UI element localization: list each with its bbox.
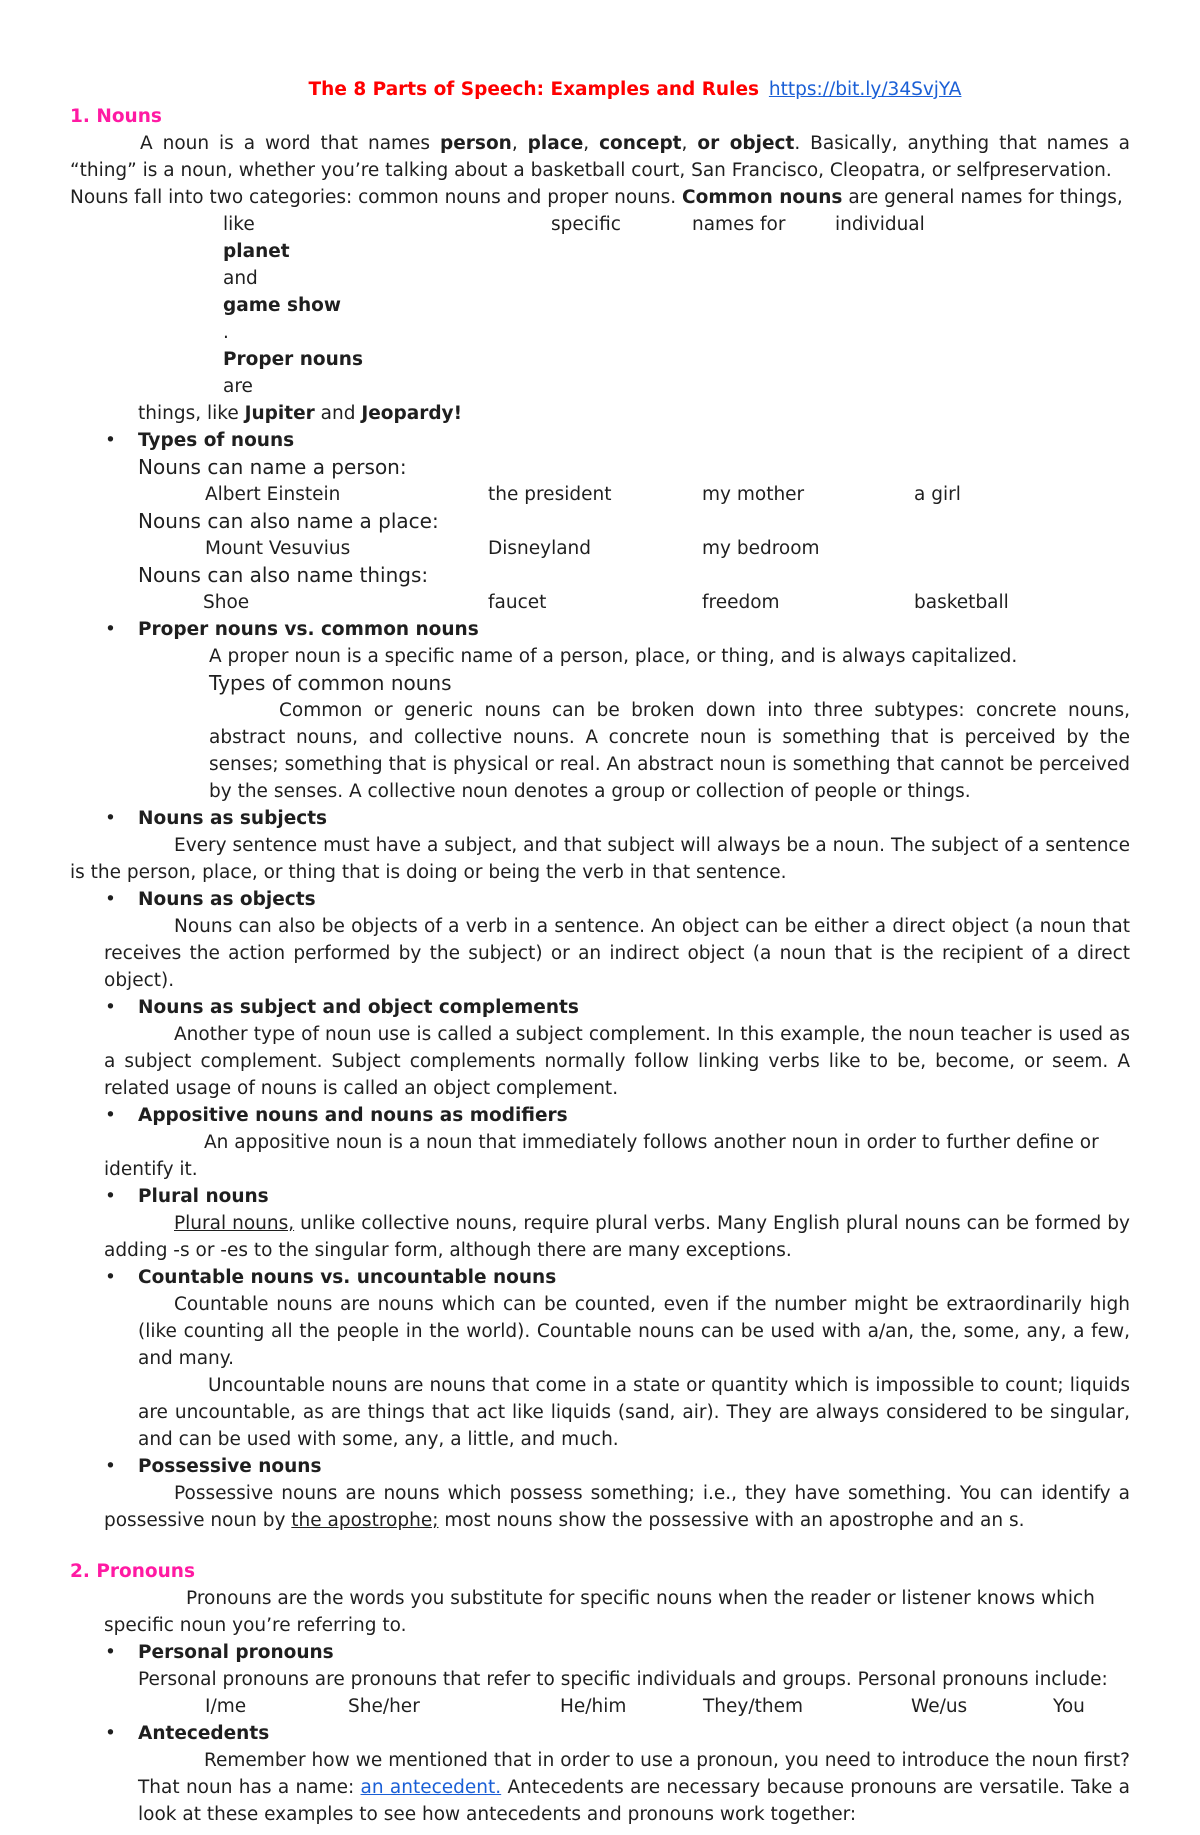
proper-noun-definition: A proper noun is a specific name of a person, place, or thing, and is always capitalized. — [209, 646, 1018, 667]
bullet-dot: • — [105, 1642, 116, 1663]
bullet-dot: • — [105, 889, 116, 910]
list-item: I/me — [205, 1696, 247, 1717]
antecedent-link[interactable]: an antecedent. — [360, 1777, 502, 1798]
plural-paragraph: Plural nouns, unlike collective nouns, require plural verbs. Many English plural nouns can be formed by adding -s or -es to the singular form, although there are many exceptions. — [104, 1213, 1130, 1261]
complements-paragraph: Another type of noun use is called a subject complement. In this example, the noun teacher is used as a subject complement. Subject complements normally follow linking verbs like to be, become, or seem. A related usage of nouns is called an object complement. — [104, 1024, 1130, 1099]
list-item: We/us — [911, 1696, 968, 1717]
document-title — [140, 76, 1130, 103]
bullet-proper-vs-common: • Proper nouns vs. common nouns — [70, 616, 1130, 643]
list-item: basketball — [914, 592, 1009, 613]
nouns-categories-line1: Nouns fall into two categories: common nouns and proper nouns. Common nouns are general names for things, — [70, 187, 1123, 208]
possessive-paragraph: Possessive nouns are nouns which possess something; i.e., they have something. You can identify a possessive noun by the apostrophe; most nouns show the possessive with an apostrophe and an s. — [104, 1483, 1130, 1531]
bullet-antecedents: • Antecedents — [70, 1720, 1130, 1747]
bullet-types-of-nouns: • Types of nouns — [70, 427, 1130, 454]
common-nouns-paragraph: Common or generic nouns can be broken down into three subtypes: concrete nouns, abstract nouns, and collective nouns. A concrete noun is something that is perceived by the senses; something that is physical or real. An abstract noun is something that cannot be perceived by the senses. A collective noun denotes a group or collection of people or things. — [209, 700, 1130, 802]
bullet-appositive-nouns: • Appositive nouns and nouns as modifiers — [70, 1102, 1130, 1129]
place-label: Nouns can also name a place: — [138, 509, 439, 533]
list-item: my bedroom — [702, 538, 820, 559]
list-item: Albert Einstein — [205, 484, 341, 505]
person-label: Nouns can name a person: — [138, 455, 407, 479]
bullet-dot: • — [105, 997, 116, 1018]
list-item: Mount Vesuvius — [205, 538, 351, 559]
subjects-paragraph: Every sentence must have a subject, and that subject will always be a noun. The subject of a sentence is the person, place, or thing that is doing or being the verb in that sentence. — [70, 835, 1130, 883]
bullet-dot: • — [105, 1186, 116, 1207]
list-item: Shoe — [203, 592, 250, 613]
objects-paragraph: Nouns can also be objects of a verb in a sentence. An object can be either a direct object (a noun that receives the action performed by the subject) or an indirect object (a noun that is the recipient of a direct object). — [104, 916, 1130, 991]
document-body — [70, 76, 1130, 1828]
appositive-paragraph: An appositive noun is a noun that immediately follows another noun in order to further define or identify it. — [104, 1132, 1099, 1180]
list-item: Disneyland — [488, 538, 592, 559]
bullet-possessive-nouns: • Possessive nouns — [70, 1453, 1130, 1480]
bullet-dot: • — [105, 619, 116, 640]
nouns-categories-line3: things, like Jupiter and Jeopardy! — [138, 403, 463, 424]
list-item: the president — [488, 484, 612, 505]
bullet-nouns-as-objects: • Nouns as objects — [70, 886, 1130, 913]
title-link[interactable]: https://bit.ly/34SvjYA — [768, 79, 962, 100]
personal-pronouns-paragraph: Personal pronouns are pronouns that refer to specific individuals and groups. Personal pronouns include: — [138, 1669, 1108, 1690]
list-item: a girl — [914, 484, 961, 505]
bullet-dot: • — [105, 1267, 116, 1288]
list-item: He/him — [560, 1696, 627, 1717]
countable-paragraph: Countable nouns are nouns which can be counted, even if the number might be extraordinarily high (like counting all the people in the world). Countable nouns can be used with a/an, the, some, any, a few, and many. — [138, 1294, 1130, 1369]
person-examples — [70, 481, 1130, 508]
uncountable-paragraph: Uncountable nouns are nouns that come in a state or quantity which is impossible to count; liquids are uncountable, as are things that act like liquids (sand, air). They are always considered to be singular, and can be used with some, any, a little, and much. — [138, 1375, 1130, 1450]
list-item: You — [1053, 1696, 1085, 1717]
list-item: She/her — [348, 1696, 420, 1717]
bullet-personal-pronouns: • Personal pronouns — [70, 1639, 1130, 1666]
bullet-dot: • — [105, 808, 116, 829]
list-item: They/them — [703, 1696, 803, 1717]
bullet-dot: • — [105, 1456, 116, 1477]
types-of-common-nouns-heading: Types of common nouns — [209, 671, 452, 695]
section-heading-pronouns: 2. Pronouns — [70, 1561, 195, 1582]
section-heading-nouns: 1. Nouns — [70, 106, 162, 127]
title-text: The 8 Parts of Speech: Examples and Rules — [308, 79, 760, 100]
bullet-dot: • — [105, 1723, 116, 1744]
plural-nouns-link[interactable]: Plural nouns, — [174, 1213, 295, 1234]
bullet-plural-nouns: • Plural nouns — [70, 1183, 1130, 1210]
nouns-intro: A noun is a word that names person, place, concept, or object. Basically, anything that names a “thing” is a noun, whether you’re talking about a basketball court, San Francisco, Cleopatra, or selfpreservation. — [70, 133, 1130, 181]
things-label: Nouns can also name things: — [138, 563, 429, 587]
list-item: freedom — [702, 592, 780, 613]
nouns-categories-line2: like planet and game show . Proper nouns are specific names for individual — [223, 214, 925, 397]
apostrophe-link[interactable]: the apostrophe; — [291, 1510, 439, 1531]
antecedents-paragraph: Remember how we mentioned that in order to use a pronoun, you need to introduce the noun first? That noun has a name: an antecedent. Antecedents are necessary because pronouns are versatile. Take a look at these examples to see how antecedents and pronouns work together: — [138, 1750, 1130, 1825]
things-examples — [70, 589, 1130, 616]
place-examples — [70, 535, 1130, 562]
bullet-dot: • — [105, 430, 116, 451]
list-item: faucet — [488, 592, 547, 613]
pronouns-intro: Pronouns are the words you substitute for specific nouns when the reader or listener knows which specific noun you’re referring to. — [104, 1588, 1095, 1636]
bullet-nouns-as-subjects: • Nouns as subjects — [70, 805, 1130, 832]
personal-pronouns-list — [70, 1693, 1130, 1720]
bullet-dot: • — [105, 1105, 116, 1126]
bullet-nouns-as-complements: • Nouns as subject and object complements — [70, 994, 1130, 1021]
bullet-countable-nouns: • Countable nouns vs. uncountable nouns — [70, 1264, 1130, 1291]
list-item: my mother — [702, 484, 805, 505]
